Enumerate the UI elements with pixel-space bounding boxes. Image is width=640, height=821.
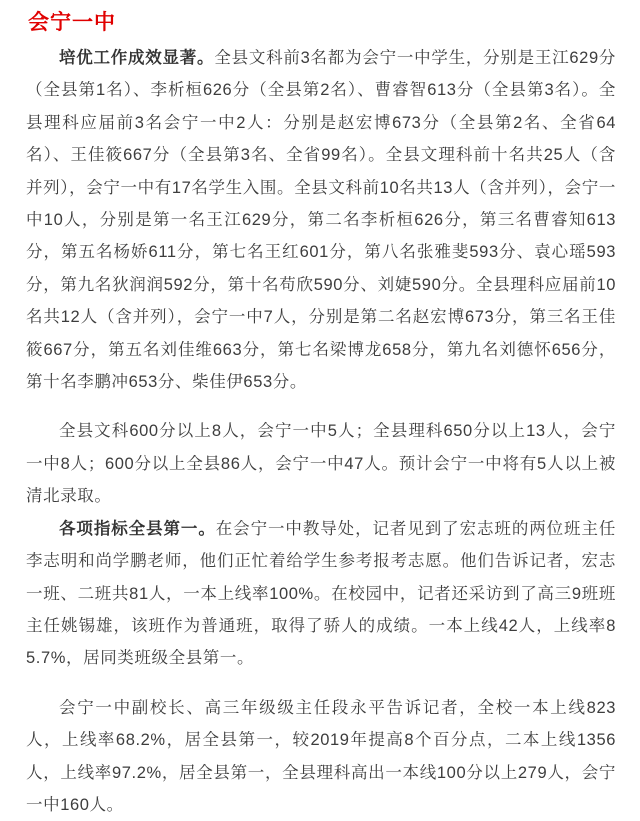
paragraph-1 [26, 42, 616, 398]
paragraph-1-lead: 培优工作成效显著。 [59, 49, 215, 67]
paragraph-4 [26, 692, 616, 821]
paragraph-4-text: 会宁一中副校长、高三年级级主任段永平告诉记者，全校一本上线823人，上线率68.2%，居全县第一，较2019年提高8个百分点，二本上线1356人，上线率97.2%，居全县第一，全县理科高出一本线100分以上279人，会宁一中160人。 [26, 698, 616, 814]
paragraph-2-text: 全县文科600分以上8人，会宁一中5人；全县理科650分以上13人，会宁一中8人；600分以上全县86人，会宁一中47人。预计会宁一中将有5人以上被清北录取。 [26, 422, 616, 506]
page-title: 会宁一中 [28, 11, 116, 34]
paragraph-3-lead: 各项指标全县第一。 [59, 519, 216, 538]
paragraph-3 [26, 513, 616, 675]
paragraph-2 [26, 415, 616, 512]
paragraph-1-text: 全县文科前3名都为会宁一中学生，分别是王江629分（全县第1名）、李析桓626分（全县第2名）、曹睿智613分（全县第3名）。全县理科应届前3名会宁一中2人：分别是赵宏博673分（全县第2名、全省64名）、王佳筱667分（全县第3名、全省99名）。全县文理科前十名共25人（含并列），会宁一中有17名学生入围。全县文科前10名共13人（含并列），会宁一中10人，分别是第一名王江629分，第二名李析桓626分，第三名曹睿知613分，第五名杨娇611分，第七名王红601分，第八名张雅斐593分、袁心瑶593分，第九名狄润润592分，第十名苟欣590分、刘婕590分。全县理科应届前10名共12人（含并列），会宁一中7人，分别是第二名赵宏博673分，第三名王佳筱667分，第五名刘佳维663分，第七名梁博龙658分，第九名刘德怀656分，第十名李鹏冲653分、柴佳伊653分。 [26, 49, 616, 392]
paragraph-3-text: 在会宁一中教导处，记者见到了宏志班的两位班主任李志明和尚学鹏老师，他们正忙着给学生参考报考志愿。他们告诉记者，宏志一班、二班共81人，一本上线率100%。在校园中，记者还采访到了高三9班班主任姚锡雄，该班作为普通班，取得了骄人的成绩。一本上线42人，上线率85.7%，居同类班级全县第一。 [26, 519, 616, 668]
